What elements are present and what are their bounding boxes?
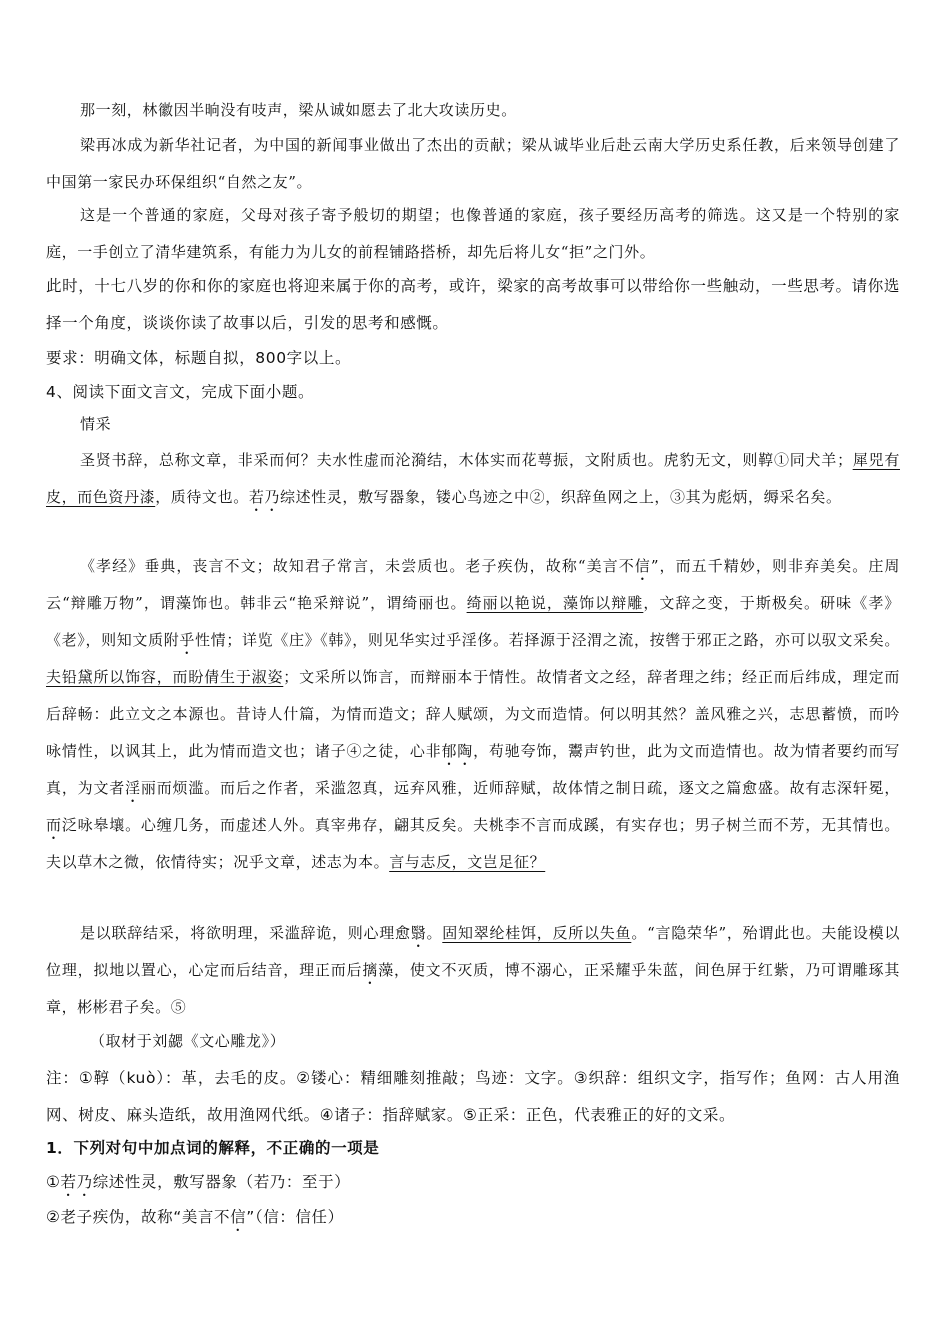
passage-paragraph-3 xyxy=(46,197,900,271)
question-1-option-1[interactable] xyxy=(46,1164,900,1201)
text: 那一刻，林徽因半晌没有吱声，梁从诚如愿去了北大攻读历史。 xyxy=(80,101,517,119)
text: （取材于刘勰《文心雕龙》） xyxy=(90,1032,286,1050)
dotted-word: 摛 xyxy=(362,961,379,979)
text: 性情；详览《庄》《韩》，则见华实过乎淫侈。若择源于泾渭之流，按辔于邪正之路，亦可以驭文采矣。 xyxy=(195,631,900,649)
passage-paragraph-2 xyxy=(46,127,900,201)
text: 《孝经》垂典，丧言不文；故知君子常言，未尝质也。老子疾伪，故称“美言不 xyxy=(80,557,635,575)
text: 。 xyxy=(426,924,443,942)
classical-paragraph-3 xyxy=(46,915,900,1026)
text: ，文辞之变，于斯极矣。研味《孝》《老》，则知文质附 xyxy=(46,594,900,649)
dotted-word: 翳 xyxy=(410,924,427,942)
text: ，质待文也。 xyxy=(155,488,249,506)
dotted-word: 若乃 xyxy=(60,1173,93,1191)
dotted-word: 郁陶 xyxy=(441,742,474,760)
dotted-word: 淫 xyxy=(125,779,141,797)
dotted-word: 信 xyxy=(634,557,651,575)
dotted-word: 若乃 xyxy=(248,488,281,506)
text: ”（信：信任） xyxy=(246,1208,344,1226)
dotted-word: 信 xyxy=(230,1208,247,1226)
underlined-sentence: 夫铅黛所以饰容，而盼倩生于淑姿 xyxy=(46,668,284,686)
text: 丽而烦滥。而后之作者，采滥忽真，远弃风雅，近师辞赋，故体情之制日疏，逐文之篇愈盛。故有志深轩冕， xyxy=(140,779,900,797)
writing-prompt xyxy=(46,268,900,342)
classical-paragraph-2 xyxy=(46,548,900,881)
underlined-sentence: 绮丽以艳说，藻饰以辩雕 xyxy=(466,594,644,612)
source-citation xyxy=(46,1023,900,1060)
underlined-sentence: 固知翠纶桂饵，反所以失鱼 xyxy=(442,924,632,942)
annotations xyxy=(46,1060,900,1134)
text: 1．下列对句中加点词的解释，不正确的一项是 xyxy=(46,1139,380,1157)
text: ；文采所以饰言，而辩丽本于情性。故情者文之经，辞者理之纬；经正而后纬成，理定而后辞畅：此立文之本源也。昔诗人什篇，为情而造文；辞人赋颂，为文而造情。何以明其然？盖风雅之兴，志思蓄愤，而吟咏情性，以讽其上，此为情而造文也；诸子④之徒，心非 xyxy=(46,668,900,760)
text: 是以联辞结采，将欲明理，采滥辞诡，则心理愈 xyxy=(80,924,411,942)
text: 泛咏皋壤。心缠几务，而虚述人外。真宰弗存，翩其反矣。夫桃李不言而成蹊，有实存也；男子树兰而不芳，无其情也。夫以草木之微，依情待实；况乎文章，述志为本。 xyxy=(46,816,900,871)
underlined-sentence: 犀兕有皮，而色资丹漆 xyxy=(46,451,900,506)
text: 4、阅读下面文言文，完成下面小题。 xyxy=(46,383,315,401)
text: ②老子疾伪，故称“美言不 xyxy=(46,1208,231,1226)
text: 要求：明确文体，标题自拟，800字以上。 xyxy=(46,349,352,367)
dotted-word: 而 xyxy=(46,816,62,834)
text: 此时，十七八岁的你和你的家庭也将迎来属于你的高考，或许，梁家的高考故事可以带给你一些触动，一些思考。请你选择一个角度，谈谈你读了故事以后，引发的思考和感慨。 xyxy=(46,277,900,332)
text: ① xyxy=(46,1173,61,1191)
text: 圣贤书辞，总称文章，非采而何？夫水性虚而沦漪结，木体实而花萼振，文附质也。虎豹无文，则鞟①同犬羊； xyxy=(80,451,853,469)
classical-paragraph-1 xyxy=(46,442,900,516)
question-1-stem xyxy=(46,1130,900,1167)
text: ，苟驰夸饰，鬻声钓世，此为文而造情也。故为情者要约而写真，为文者 xyxy=(46,742,900,797)
writing-requirement xyxy=(46,340,900,377)
underlined-sentence: 言与志反，文岂足征？ xyxy=(389,853,546,871)
dotted-word: 乎 xyxy=(179,631,196,649)
text: 综述性灵，敷写器象，镂心鸟迹之中②，织辞鱼网之上，③其为彪炳，缛采名矣。 xyxy=(280,488,842,506)
classical-text-title xyxy=(46,406,900,443)
passage-paragraph-1 xyxy=(46,92,900,129)
text: 注：①鞟（kuò）：革，去毛的皮。②镂心：精细雕刻推敲；鸟迹：文字。③织辞：组织文字，指写作；鱼网：古人用渔网、树皮、麻头造纸，故用渔网代纸。④诸子：指辞赋家。⑤正采：正色，代表雅正的好的文采。 xyxy=(46,1069,900,1124)
text: 藻，使文不灭质，博不溺心，正采耀乎朱蓝，间色屏于红紫，乃可谓雕琢其章，彬彬君子矣。⑤ xyxy=(46,961,900,1016)
text: 情采 xyxy=(80,415,112,433)
question-1-option-2[interactable] xyxy=(46,1199,900,1236)
text: 综述性灵，敷写器象（若乃：至于） xyxy=(92,1173,351,1191)
text: ”，而五千精妙，则非弃美矣。庄周云“辩雕万物”，谓藻饰也。韩非云“艳采辩说”，谓绮丽也。 xyxy=(46,557,900,612)
text: 这是一个普通的家庭，父母对孩子寄予般切的期望；也像普通的家庭，孩子要经历高考的筛选。这又是一个特别的家庭，一手创立了清华建筑系，有能力为儿女的前程铺路搭桥，却先后将儿女“拒”之门外。 xyxy=(46,206,900,261)
text: 梁再冰成为新华社记者，为中国的新闻事业做出了杰出的贡献；梁从诚毕业后赴云南大学历史系任教，后来领导创建了中国第一家民办环保组织“自然之友”。 xyxy=(46,136,900,191)
text: 。“言隐荣华”，殆谓此也。夫能设模以位理，拟地以置心，心定而后结音，理正而后 xyxy=(46,924,901,979)
